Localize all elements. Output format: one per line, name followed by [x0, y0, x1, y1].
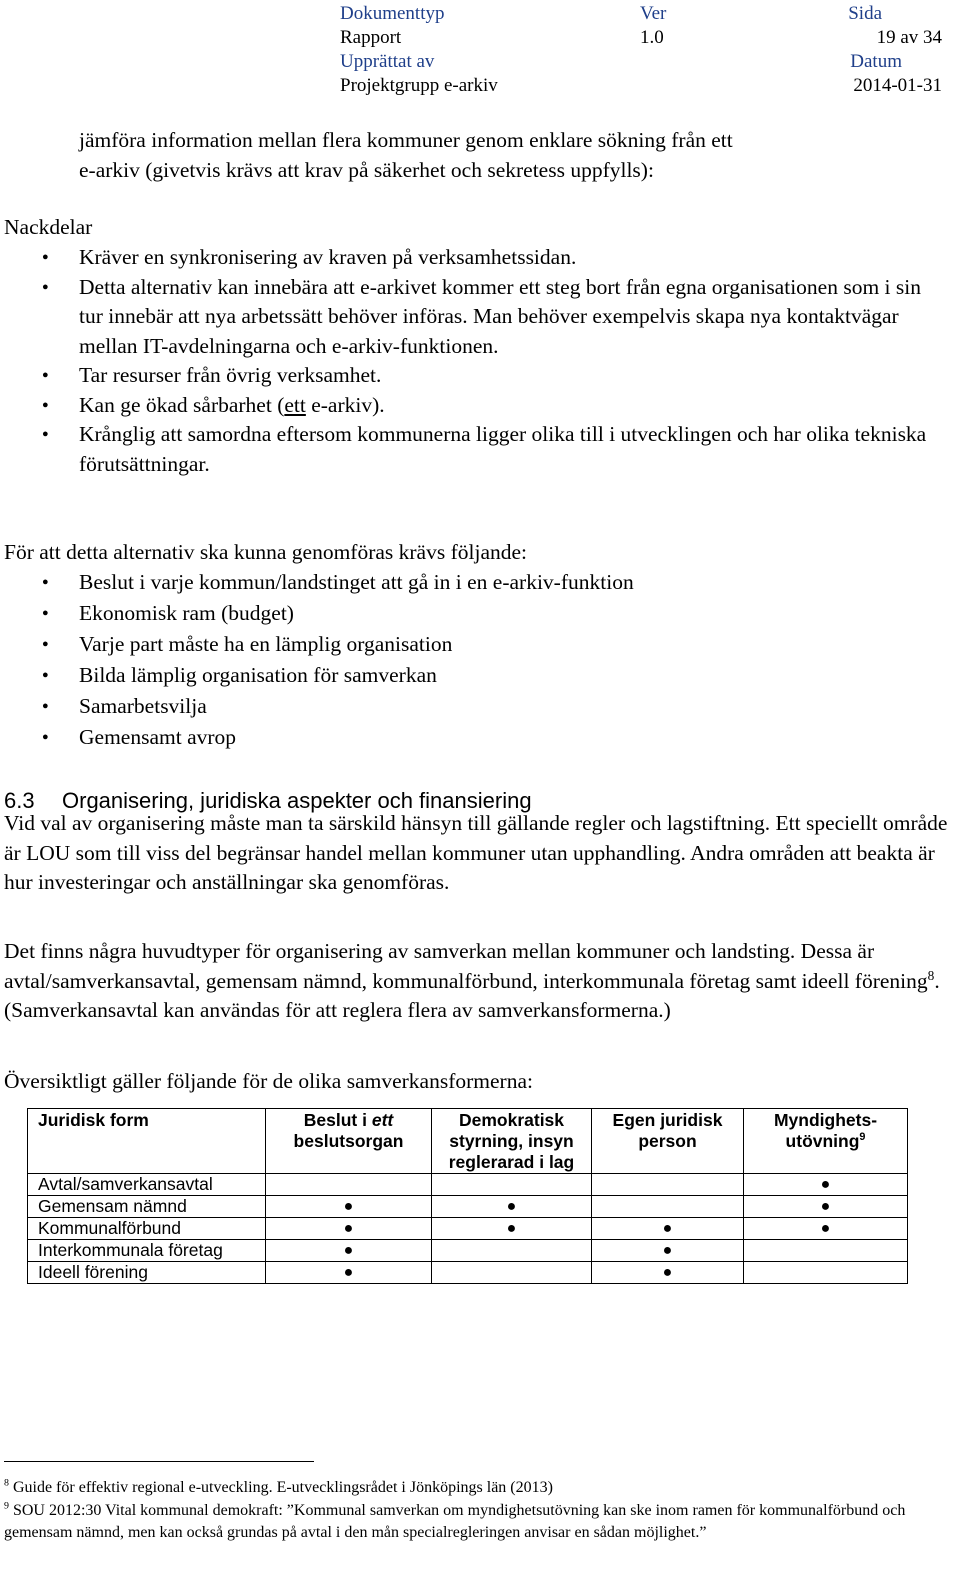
- col-juridisk-form: Juridisk form: [28, 1109, 266, 1174]
- footnote-divider: [4, 1461, 314, 1462]
- footnote-8: [4, 1477, 954, 1499]
- cell-demokratisk: ●: [432, 1196, 592, 1218]
- list-item: ● Beslut i varje kommun/landstinget att gå in i en e-arkiv-funktion: [0, 567, 950, 598]
- doctype-label: Dokumenttyp: [340, 3, 445, 24]
- col-myndighet-text: Myndighets-utövning: [773, 1110, 878, 1151]
- cell-juridisk-person: [592, 1196, 744, 1218]
- cell-myndighet: ●: [744, 1196, 908, 1218]
- list-item: ● Detta alternativ kan innebära att e-arkivet kommer ett steg bort från egna organisationen som i sin tur innebär att nya arbetssätt behöver införas. Man behöver exempelvis skapa nya kontaktvägar mellan IT-avdelningarna och e-arkiv-funktionen.: [0, 273, 950, 362]
- cell-demokratisk: ●: [432, 1218, 592, 1240]
- cell-juridisk-person: ●: [592, 1262, 744, 1284]
- list-item: ● Bilda lämplig organisation för samverkan: [0, 660, 950, 691]
- footnote-number: 9: [4, 1500, 9, 1512]
- cell-beslut: ●: [266, 1218, 432, 1240]
- list-item: ● Varje part måste ha en lämplig organisation: [0, 629, 950, 660]
- nackdelar-heading: Nackdelar: [4, 215, 93, 239]
- footnote-ref-8[interactable]: 8: [927, 967, 935, 983]
- col-beslut-text: Beslut i: [303, 1110, 372, 1130]
- sida-value: 19 av 34: [876, 27, 942, 48]
- footnote-text: Guide för effektiv regional e-utveckling. E-utvecklingsrådet i Jönköpings län (2013): [8, 1479, 553, 1496]
- cell-demokratisk: [432, 1262, 592, 1284]
- row-name: Gemensam nämnd: [28, 1196, 266, 1218]
- table-row: [28, 1218, 908, 1240]
- row-name: Interkommunala företag: [28, 1240, 266, 1262]
- list-item: ● Samarbetsvilja: [0, 691, 950, 722]
- paragraph-text: Det finns några huvudtyper för organisering av samverkan mellan kommuner och landsting. Dessa är avtal/samverkansavtal, gemensam nämnd, kommunalförbund, interkommunala företag samt ideell förening: [4, 939, 928, 993]
- doctype-value: Rapport: [340, 27, 402, 48]
- cell-myndighet: ●: [744, 1174, 908, 1196]
- datum-value: 2014-01-31: [853, 75, 942, 96]
- item-text: Kan ge ökad sårbarhet (: [79, 392, 285, 417]
- cell-beslut: [266, 1174, 432, 1196]
- author-label: Upprättat av: [340, 51, 435, 72]
- list-item: ● Tar resurser från övrig verksamhet.: [0, 361, 950, 391]
- cell-juridisk-person: ●: [592, 1240, 744, 1262]
- table-header-row: [28, 1109, 908, 1174]
- requirements-intro: För att detta alternativ ska kunna genomföras krävs följande:: [4, 540, 528, 564]
- list-item: ● Gemensamt avrop: [0, 722, 950, 753]
- cell-juridisk-person: ●: [592, 1218, 744, 1240]
- sida-label: Sida: [848, 3, 882, 24]
- footnote-text: SOU 2012:30 Vital kommunal demokraft: ”Kommunal samverkan om myndighetsutövning kan ske inom ramen för kommunalförbund och gemensam nämnd, men kan också grundas på avtal i den mån specialregleringen anvisar en sådan möjlighet.”: [4, 1502, 906, 1541]
- section-paragraph-3: Översiktligt gäller följande för de olika samverkansformerna:: [4, 1069, 533, 1093]
- author-value: Projektgrupp e-arkiv: [340, 75, 498, 96]
- cell-beslut: ●: [266, 1262, 432, 1284]
- row-name: Avtal/samverkansavtal: [28, 1174, 266, 1196]
- table-row: [28, 1262, 908, 1284]
- list-item: ● Kräver en synkronisering av kraven på verksamhetssidan.: [0, 243, 950, 273]
- table-row: [28, 1196, 908, 1218]
- footnote-9: [4, 1500, 954, 1543]
- footnote-number: 8: [4, 1477, 9, 1489]
- list-item: [0, 391, 950, 421]
- requirements-list: [0, 567, 950, 753]
- footnote-ref-9[interactable]: 9: [859, 1131, 866, 1144]
- cell-myndighet: ●: [744, 1218, 908, 1240]
- row-name: Ideell förening: [28, 1262, 266, 1284]
- intro-line-1: jämföra information mellan flera kommuner genom enklare sökning från ett: [79, 128, 733, 152]
- section-paragraph-1: Vid val av organisering måste man ta särskild hänsyn till gällande regler och lagstiftning. Ett speciellt område är LOU som till viss del begränsar handel mellan kommuner utan upphandling. Andra områden att beakta är hur investeringar och anställningar ska genomföras.: [4, 811, 948, 894]
- col-beslut-text-2: beslutsorgan: [293, 1131, 404, 1151]
- ver-value: 1.0: [640, 27, 664, 48]
- row-name: Kommunalförbund: [28, 1218, 266, 1240]
- cell-demokratisk: [432, 1240, 592, 1262]
- cell-demokratisk: [432, 1174, 592, 1196]
- table-row: [28, 1240, 908, 1262]
- col-beslut-italic: ett: [371, 1110, 394, 1130]
- col-demokratisk: Demokratisk styrning, insyn reglerarad i lag: [432, 1109, 592, 1174]
- list-item: ● Ekonomisk ram (budget): [0, 598, 950, 629]
- intro-paragraph: [79, 126, 949, 185]
- cell-myndighet: [744, 1240, 908, 1262]
- section-paragraph-2: [4, 937, 954, 1026]
- cell-myndighet: [744, 1262, 908, 1284]
- underlined-word: ett: [284, 392, 306, 417]
- nackdelar-list: [0, 243, 950, 479]
- col-juridisk-person: Egen juridisk person: [592, 1109, 744, 1174]
- samverkansformer-table: [27, 1108, 908, 1284]
- col-myndighet: [744, 1109, 908, 1174]
- table-row: [28, 1174, 908, 1196]
- paragraph-text-tail: . (Samverkansavtal kan användas för att reglera flera av samverkansformerna.): [4, 968, 940, 1022]
- cell-beslut: ●: [266, 1240, 432, 1262]
- list-item: ● Krånglig att samordna eftersom kommunerna ligger olika till i utvecklingen och har olika tekniska förutsättningar.: [0, 420, 950, 479]
- section-title: Organisering, juridiska aspekter och finansiering: [62, 788, 532, 813]
- datum-label: Datum: [850, 51, 902, 72]
- intro-line-2: e-arkiv (givetvis krävs att krav på säkerhet och sekretess uppfylls):: [79, 157, 654, 182]
- cell-beslut: ●: [266, 1196, 432, 1218]
- ver-label: Ver: [640, 3, 667, 24]
- col-beslut: [266, 1109, 432, 1174]
- cell-juridisk-person: [592, 1174, 744, 1196]
- section-number: 6.3: [4, 788, 35, 813]
- item-text-tail: e-arkiv).: [305, 392, 385, 417]
